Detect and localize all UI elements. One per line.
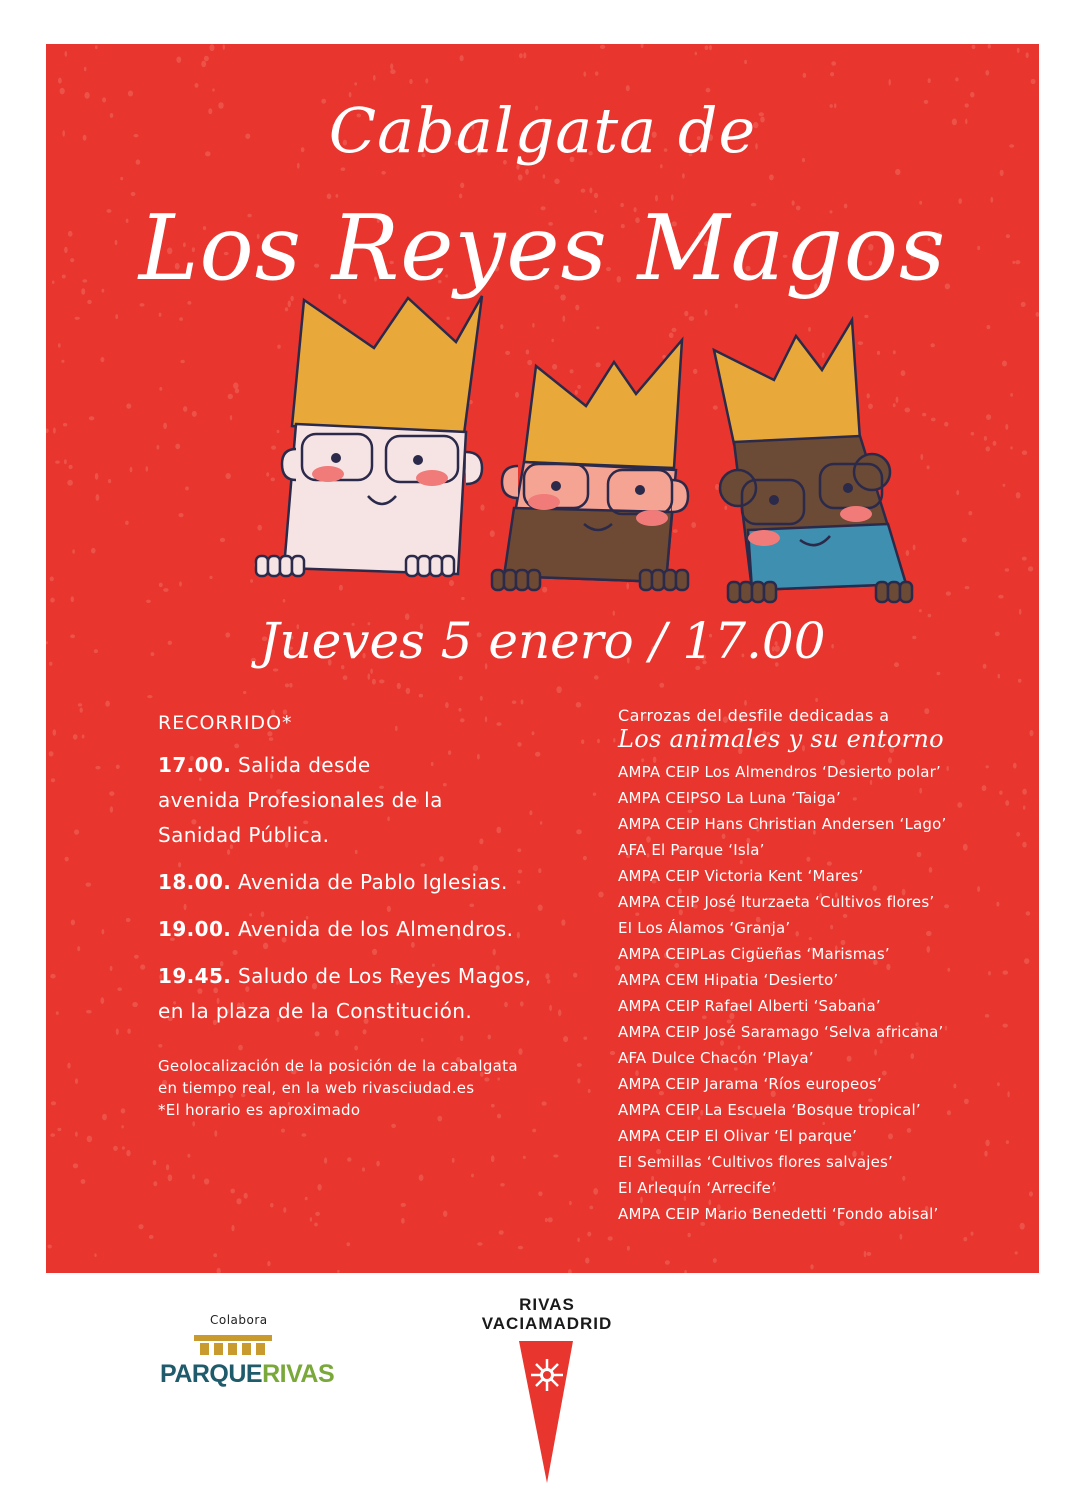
float-item: EI Los Álamos ‘Granja’ <box>618 919 791 937</box>
poster <box>46 44 1039 1273</box>
stop-time: 19.00. <box>158 917 232 941</box>
parquerivas-wordmark <box>160 1360 334 1389</box>
float-item: AMPA CEIP Jarama ‘Ríos europeos’ <box>618 1075 882 1093</box>
float-item: AMPA CEIP Los Almendros ‘Desierto polar’ <box>618 763 941 781</box>
floats-section <box>618 706 1028 1227</box>
route-stop <box>158 748 588 853</box>
parquerivas-logo <box>160 1333 335 1393</box>
stop-text: en la plaza de la Constitución. <box>158 999 473 1023</box>
event-date: Jueves 5 enero / 17.00 <box>259 612 826 670</box>
float-item: AMPA CEM Hipatia ‘Desierto’ <box>618 971 839 989</box>
rivas-pennant-icon <box>477 1333 617 1493</box>
float-item: AMPA CEIP Rafael Alberti ‘Sabana’ <box>618 997 881 1015</box>
float-item: EI Arlequín ‘Arrecife’ <box>618 1179 777 1197</box>
note-line: *El horario es aproximado <box>158 1101 361 1119</box>
float-item: EI Semillas ‘Cultivos flores salvajes’ <box>618 1153 894 1171</box>
stop-text: Avenida de los Almendros. <box>238 917 514 941</box>
route-section <box>158 712 588 1121</box>
city-line-2: VACIAMADRID <box>481 1314 613 1333</box>
title-line-2: Los Reyes Magos <box>138 196 947 301</box>
stop-text: avenida Profesionales de la <box>158 788 443 812</box>
route-stop <box>158 865 588 900</box>
parquerivas-emblem-icon <box>160 1333 325 1357</box>
stop-text: Salida desde <box>238 753 371 777</box>
float-item: AMPA CEIP José Saramago ‘Selva africana’ <box>618 1023 944 1041</box>
king-melchor <box>256 296 482 576</box>
stop-text: Sanidad Pública. <box>158 823 330 847</box>
sponsor-part2: RIVAS <box>262 1360 335 1388</box>
title-line-1: Cabalgata de <box>328 94 757 167</box>
float-item: AMPA CEIP José Iturzaeta ‘Cultivos flores’ <box>618 893 935 911</box>
sponsor-part1: PARQUE <box>160 1360 263 1388</box>
king-gaspar <box>492 340 688 590</box>
note-line: Geolocalización de la posición de la cabalgata <box>158 1057 518 1075</box>
rivas-vaciamadrid-logo <box>477 1295 617 1495</box>
route-heading: RECORRIDO* <box>158 712 293 734</box>
float-item: AMPA CEIP Victoria Kent ‘Mares’ <box>618 867 864 885</box>
stop-text: Saludo de Los Reyes Magos, <box>238 964 532 988</box>
float-item: AMPA CEIP El Olivar ‘El parque’ <box>618 1127 858 1145</box>
colabora-label: Colabora <box>210 1313 268 1327</box>
float-item: AMPA CEIP La Escuela ‘Bosque tropical’ <box>618 1101 921 1119</box>
stop-time: 18.00. <box>158 870 232 894</box>
float-item: AMPA CEIP Hans Christian Andersen ‘Lago’ <box>618 815 947 833</box>
floats-list <box>618 759 1028 1227</box>
floats-theme: Los animales y su entorno <box>618 725 944 753</box>
stop-text: Avenida de Pablo Iglesias. <box>238 870 508 894</box>
city-line-1: RIVAS <box>519 1295 575 1314</box>
route-stop <box>158 959 588 1029</box>
three-kings-illustration <box>196 284 916 614</box>
floats-intro: Carrozas del desfile dedicadas a <box>618 706 890 725</box>
note-line: en tiempo real, en la web rivasciudad.es <box>158 1079 475 1097</box>
stop-time: 19.45. <box>158 964 232 988</box>
float-item: AFA Dulce Chacón ‘Playa’ <box>618 1049 814 1067</box>
stop-time: 17.00. <box>158 753 232 777</box>
route-stop <box>158 912 588 947</box>
footer <box>0 1273 1083 1511</box>
float-item: AFA El Parque ‘Isla’ <box>618 841 765 859</box>
float-item: AMPA CEIP Mario Benedetti ‘Fondo abisal’ <box>618 1205 939 1223</box>
float-item: AMPA CEIPLas Cigüeñas ‘Marismas’ <box>618 945 890 963</box>
route-note <box>158 1055 588 1121</box>
king-baltasar <box>714 320 912 602</box>
float-item: AMPA CEIPSO La Luna ‘Taiga’ <box>618 789 841 807</box>
